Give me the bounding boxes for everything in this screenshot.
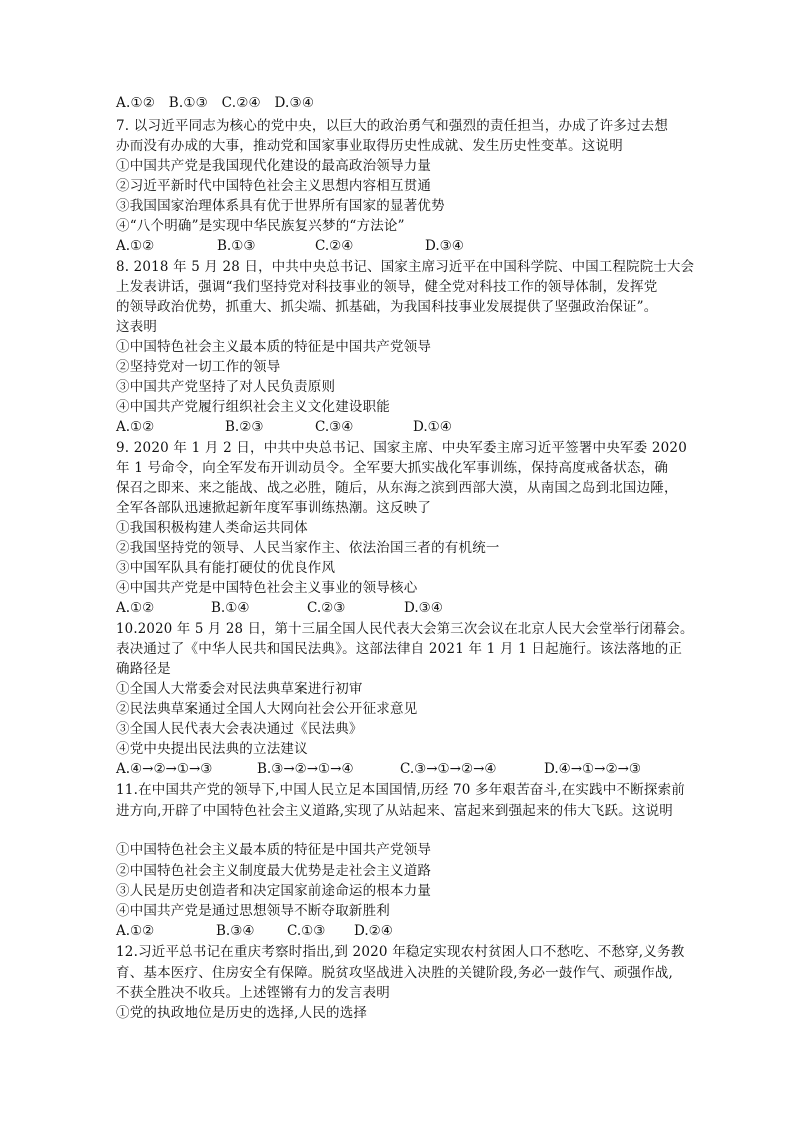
q7-item-2: ②习近平新时代中国特色社会主义思想内容相互贯通 xyxy=(116,178,432,194)
q7-item-1: ①中国共产党是我国现代化建设的最高政治领导力量 xyxy=(116,158,432,174)
q11-option-d: D.②④ xyxy=(354,923,393,939)
q8-option-a: A.①② xyxy=(116,419,155,435)
q7-stem-line-2: 办而没有办成的大事，推动党和国家事业取得历史性成就、发生历史性变革。这说明 xyxy=(116,138,623,154)
q9-stem-line-3: 保召之即来、来之能战、战之必胜，随后，从东海之滨到西部大漠，从南国之岛到北国边陲， xyxy=(116,480,678,496)
q8-item-1: ①中国特色社会主义最本质的特征是中国共产党领导 xyxy=(116,339,432,355)
q8-option-c: C.③④ xyxy=(315,419,354,435)
q7-item-4: ④“八个明确”是实现中华民族复兴梦的“方法论” xyxy=(116,218,405,234)
q10-option-c: C.③→①→②→④ xyxy=(400,761,497,777)
q9-option-b: B.①④ xyxy=(211,600,250,616)
q8-item-2: ②坚持党对一切工作的领导 xyxy=(116,359,281,375)
q11-stem-line-2: 进方向,开辟了中国特色社会主义道路,实现了从站起来、富起来到强起来的伟大飞跃。这说明 xyxy=(116,803,673,819)
q10-item-4: ④党中央提出民法典的立法建议 xyxy=(116,741,308,757)
q9-item-4: ④中国共产党是中国特色社会主义事业的领导核心 xyxy=(116,580,418,596)
q9-stem-line-2: 年 1 号命令，向全军发布开训动员令。全军要大抓实战化军事训练，保持高度戒备状态，确 xyxy=(116,460,669,476)
q10-option-a: A.④→②→①→③ xyxy=(116,761,213,777)
q7-item-3: ③我国国家治理体系具有优于世界所有国家的显著优势 xyxy=(116,198,445,214)
q11-item-1: ①中国特色社会主义最本质的特征是中国共产党领导 xyxy=(116,842,432,858)
q11-item-4: ④中国共产党是通过思想领导不断夺取新胜利 xyxy=(116,903,390,919)
q11-option-c: C.①③ xyxy=(287,923,326,939)
q8-option-d: D.①④ xyxy=(413,419,452,435)
q8-stem-line-3: 的领导政治优势，抓重大、抓尖端、抓基础，为我国科技事业发展提供了坚强政治保证”。 xyxy=(116,299,658,315)
q8-option-b: B.②③ xyxy=(225,419,264,435)
q9-option-d: D.③④ xyxy=(404,600,443,616)
q12-stem-line-3: 不获全胜决不收兵。上述铿锵有力的发言表明 xyxy=(116,985,390,1001)
q11-item-3: ③人民是历史创造者和决定国家前途命运的根本力量 xyxy=(116,883,432,899)
q7-option-c: C.②④ xyxy=(315,238,354,254)
q7-option-a: A.①② xyxy=(116,238,155,254)
q11-option-b: B.③④ xyxy=(216,923,255,939)
q10-stem-line-1: 10.2020 年 5 月 28 日，第十三届全国人民代表大会第三次会议在北京人民大会堂举行闭幕会。 xyxy=(116,621,694,637)
q10-option-b: B.③→②→①→④ xyxy=(257,761,354,777)
q12-stem-line-1: 12.习近平总书记在重庆考察时指出,到 2020 年稳定实现农村贫困人口不愁吃、不愁穿,义务教 xyxy=(116,944,685,960)
q9-option-a: A.①② xyxy=(116,600,155,616)
q8-item-4: ④中国共产党履行组织社会主义文化建设职能 xyxy=(116,399,390,415)
q9-item-2: ②我国坚持党的领导、人民当家作主、依法治国三者的有机统一 xyxy=(116,540,500,556)
q8-stem-line-2: 上发表讲话，强调“我们坚持党对科技事业的领导，健全党对科技工作的领导体制，发挥党 xyxy=(116,279,658,295)
q9-stem-line-1: 9. 2020 年 1 月 2 日，中共中央总书记、国家主席、中央军委主席习近平签署中央军委 2020 xyxy=(116,440,688,456)
q11-stem-line-1: 11.在中国共产党的领导下,中国人民立足本国国情,历经 70 多年艰苦奋斗,在实践中不断探索前 xyxy=(116,782,686,798)
q10-option-d: D.④→①→②→③ xyxy=(544,761,641,777)
q7-stem-line-1: 7. 以习近平同志为核心的党中央，以巨大的政治勇气和强烈的责任担当，办成了许多过去想 xyxy=(116,118,669,134)
q7-option-d: D.③④ xyxy=(425,238,464,254)
q10-stem-line-2: 表决通过了《中华人民共和国民法典》。这部法律自 2021 年 1 月 1 日起施行。该法落地的正 xyxy=(116,641,683,657)
q9-option-c: C.②③ xyxy=(307,600,346,616)
q11-option-a: A.①② xyxy=(116,923,155,939)
q9-stem-line-4: 全军各部队迅速掀起新年度军事训练热潮。这反映了 xyxy=(116,500,432,516)
q12-stem-line-2: 育、基本医疗、住房安全有保障。脱贫攻坚战进入决胜的关键阶段,务必一鼓作气、顽强作战, xyxy=(116,965,673,981)
q12-item-1: ①党的执政地位是历史的选择,人民的选择 xyxy=(116,1005,368,1021)
q8-item-3: ③中国共产党坚持了对人民负责原则 xyxy=(116,379,336,395)
q6-options: A.①② B.①③ C.②④ D.③④ xyxy=(116,95,315,111)
q10-item-2: ②民法典草案通过全国人大网向社会公开征求意见 xyxy=(116,701,418,717)
q7-option-b: B.①③ xyxy=(217,238,256,254)
q10-stem-line-3: 确路径是 xyxy=(116,661,171,677)
q11-item-2: ②中国特色社会主义制度最大优势是走社会主义道路 xyxy=(116,863,432,879)
q8-stem-line-4: 这表明 xyxy=(116,319,158,335)
q8-stem-line-1: 8. 2018 年 5 月 28 日，中共中央总书记、国家主席习近平在中国科学院、中国工程院院士大会 xyxy=(116,259,695,275)
q9-item-3: ③中国军队具有能打硬仗的优良作风 xyxy=(116,560,336,576)
q10-item-3: ③全国人民代表大会表决通过《民法典》 xyxy=(116,721,363,737)
q10-item-1: ①全国人大常委会对民法典草案进行初审 xyxy=(116,681,363,697)
q9-item-1: ①我国积极构建人类命运共同体 xyxy=(116,520,308,536)
